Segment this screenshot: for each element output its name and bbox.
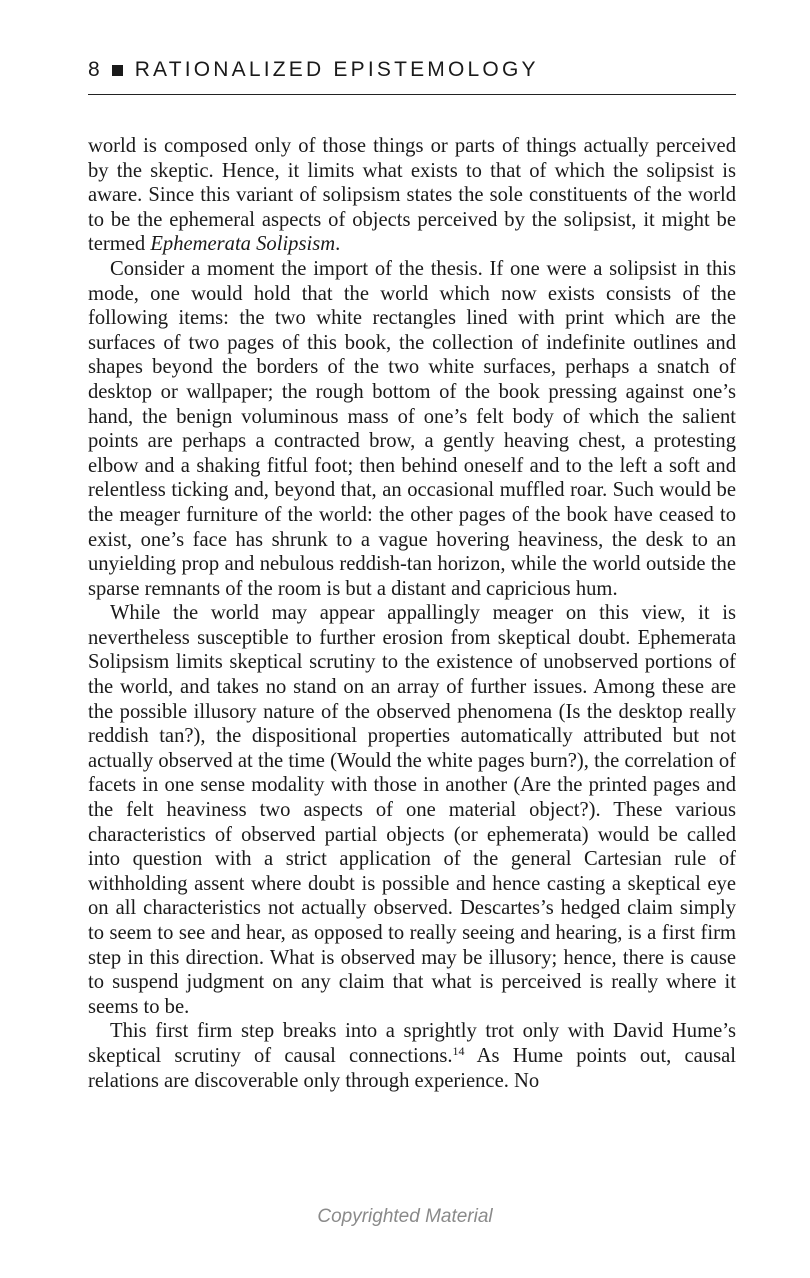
paragraph-4: This first firm step breaks into a sprightly trot only with David Hume’s skeptical scrutiny of causal connections.$^{14}$ As Hume points out, causal relations are discoverable only through experience. No xyxy=(88,1020,736,1092)
running-header xyxy=(88,58,736,95)
footnote-reference: 14 xyxy=(452,1043,465,1058)
page-number: 8 xyxy=(88,58,100,81)
square-bullet-icon xyxy=(112,65,123,76)
paragraph-1: world is composed only of those things or parts of things actually perceived by the skeptic. Hence, it limits what exists to that of which the solipsist is aware. Since this variant of solipsism states the sole constituents of the world to be the ephemeral aspects of objects perceived by the solipsist, it might be termed Ephemerata Solipsism. xyxy=(88,135,736,256)
emphasized-term: Ephemerata Solipsism xyxy=(150,233,336,256)
paragraph-2: Consider a moment the import of the thesis. If one were a solipsist in this mode, one would hold that the world which now exists consists of the following items: the two white rectangles lined with print which are the surfaces of two pages of this book, the collection of indefinite outlines and shapes beyond the borders of the two white surfaces, perhaps a snatch of desktop or wallpaper; the rough bottom of the book pressing against one’s hand, the benign voluminous mass of one’s felt body of which the salient points are perhaps a contracted brow, a gently heaving chest, a protesting elbow and a shaking fitful foot; then behind oneself and to the left a soft and relentless ticking and, beyond that, an occasional muffled roar. Such would be the meager furniture of the world: the other pages of the book have ceased to exist, one’s face has shrunk to a vague hovering heaviness, the desk to an unyielding prop and nebulous reddish-tan horizon, while the world outside the sparse remnants of the room is but a distant and capricious hum. xyxy=(88,257,736,600)
running-title: RATIONALIZED EPISTEMOLOGY xyxy=(134,58,539,81)
paragraph-3: While the world may appear appallingly meager on this view, it is nevertheless susceptible to further erosion from skeptical doubt. Ephemerata Solipsism limits skeptical scrutiny to the existence of unobserved portions of the world, and takes no stand on an array of further issues. Among these are the possible illusory nature of the observed phenomena (Is the desktop really reddish tan?), the dispositional properties automatically attributed but not actually observed at the time (Would the white pages burn?), the correlation of facets in one sense modality with those in another (Are the printed pages and the felt heaviness two aspects of one material object?). These various characteristics of observed partial objects (or ephemerata) would be called into question with a strict application of the general Cartesian rule of withholding assent where doubt is possible and hence casting a skeptical eye on all characteristics not actually observed. Descartes’s hedged claim simply to seem to see and hear, as opposed to really seeing and hearing, is a first firm step in this direction. What is observed may be illusory; hence, there is cause to suspend judgment on any claim that what is perceived is really where it seems to be. xyxy=(88,602,736,1018)
body-text xyxy=(88,134,736,1093)
copyright-watermark: Copyrighted Material xyxy=(317,1206,493,1227)
